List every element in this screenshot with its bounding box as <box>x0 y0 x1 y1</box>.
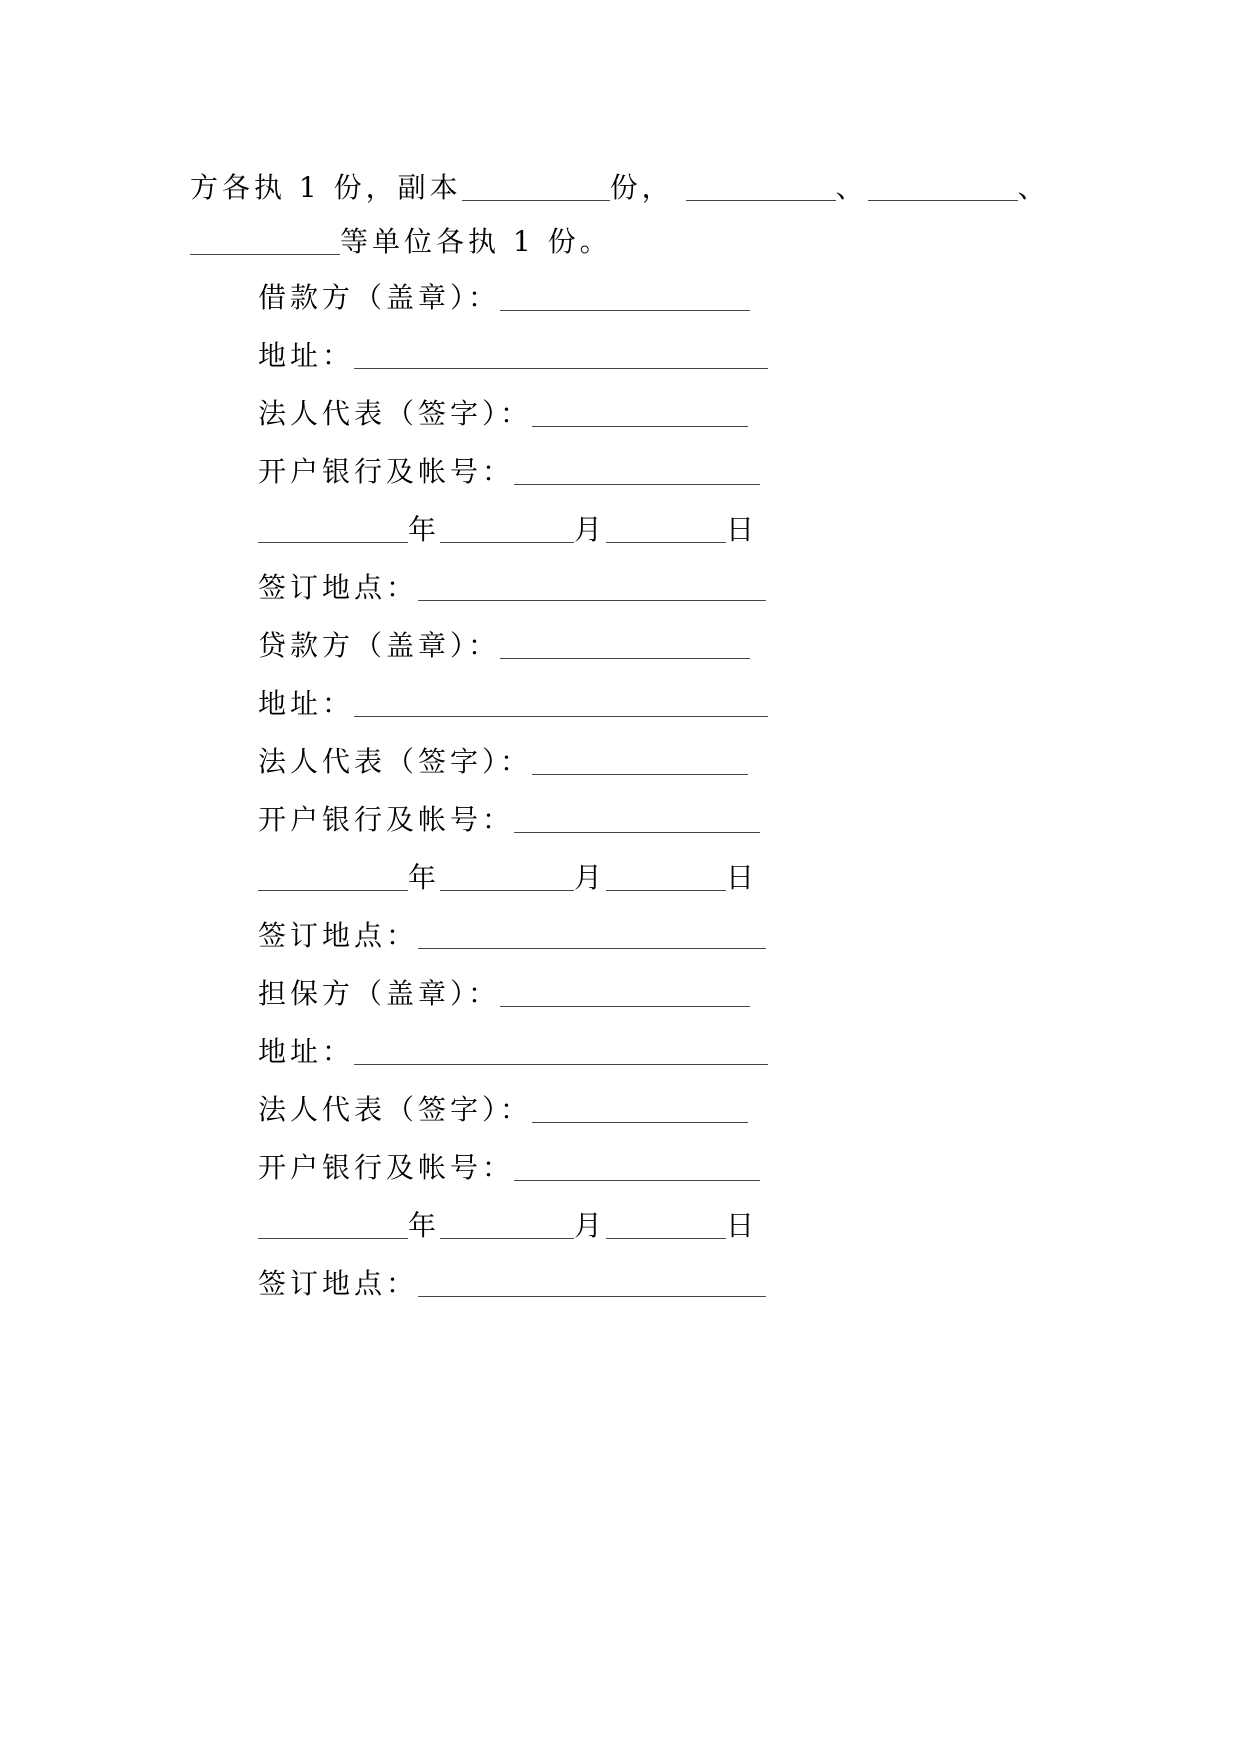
borrower-bank-blank[interactable] <box>514 454 760 485</box>
borrower-place-row <box>258 562 766 614</box>
borrower-place-label: 签订地点： <box>258 571 419 604</box>
lender-address-row <box>258 678 768 730</box>
lender-rep-label: 法人代表（签字）： <box>258 745 533 778</box>
guarantor-day-blank[interactable] <box>606 1208 726 1239</box>
lender-day-label: 日 <box>726 861 759 894</box>
guarantor-rep-blank[interactable] <box>532 1092 748 1123</box>
borrower-seal-row <box>258 272 750 324</box>
borrower-month-blank[interactable] <box>440 512 574 543</box>
guarantor-rep-row <box>258 1084 748 1136</box>
lender-month-blank[interactable] <box>440 860 574 891</box>
guarantor-seal-blank[interactable] <box>500 976 750 1007</box>
lender-rep-blank[interactable] <box>532 744 748 775</box>
borrower-seal-blank[interactable] <box>500 280 750 311</box>
guarantor-date-row <box>258 1200 758 1252</box>
borrower-address-row <box>258 330 768 382</box>
borrower-seal-label: 借款方（盖章）： <box>258 281 501 314</box>
copies-count-blank[interactable] <box>462 170 610 201</box>
lender-seal-label: 贷款方（盖章）： <box>258 629 501 662</box>
lender-seal-row <box>258 620 750 672</box>
borrower-day-label: 日 <box>726 513 759 546</box>
lender-place-label: 签订地点： <box>258 919 419 952</box>
unit-blank-2[interactable] <box>868 170 1018 201</box>
borrower-rep-row <box>258 388 748 440</box>
intro-text-1: 方各执 1 份，副本 <box>190 171 462 204</box>
guarantor-day-label: 日 <box>726 1209 759 1242</box>
lender-rep-row <box>258 736 748 788</box>
borrower-bank-label: 开户银行及帐号： <box>258 455 515 488</box>
guarantor-seal-row <box>258 968 750 1020</box>
lender-date-row <box>258 852 758 904</box>
guarantor-place-blank[interactable] <box>418 1266 766 1297</box>
unit-blank-1[interactable] <box>686 170 836 201</box>
guarantor-year-label: 年 <box>408 1209 441 1242</box>
guarantor-month-blank[interactable] <box>440 1208 574 1239</box>
borrower-rep-blank[interactable] <box>532 396 748 427</box>
intro-line-1 <box>190 162 1050 214</box>
borrower-month-label: 月 <box>574 513 607 546</box>
borrower-rep-label: 法人代表（签字）： <box>258 397 533 430</box>
guarantor-rep-label: 法人代表（签字）： <box>258 1093 533 1126</box>
unit-blank-3[interactable] <box>190 224 340 255</box>
borrower-bank-row <box>258 446 760 498</box>
intro-line-2 <box>190 216 612 268</box>
lender-address-blank[interactable] <box>354 686 768 717</box>
guarantor-bank-blank[interactable] <box>514 1150 760 1181</box>
lender-place-row <box>258 910 766 962</box>
guarantor-year-blank[interactable] <box>258 1208 408 1239</box>
borrower-year-blank[interactable] <box>258 512 408 543</box>
lender-month-label: 月 <box>574 861 607 894</box>
lender-address-label: 地址： <box>258 687 355 720</box>
lender-seal-blank[interactable] <box>500 628 750 659</box>
lender-place-blank[interactable] <box>418 918 766 949</box>
guarantor-bank-row <box>258 1142 760 1194</box>
lender-bank-label: 开户银行及帐号： <box>258 803 515 836</box>
guarantor-place-label: 签订地点： <box>258 1267 419 1300</box>
lender-bank-row <box>258 794 760 846</box>
borrower-address-label: 地址： <box>258 339 355 372</box>
separator-1: 、 <box>835 171 868 204</box>
lender-day-blank[interactable] <box>606 860 726 891</box>
lender-year-blank[interactable] <box>258 860 408 891</box>
lender-year-label: 年 <box>408 861 441 894</box>
guarantor-address-label: 地址： <box>258 1035 355 1068</box>
borrower-day-blank[interactable] <box>606 512 726 543</box>
separator-2: 、 <box>1017 171 1050 204</box>
borrower-address-blank[interactable] <box>354 338 768 369</box>
borrower-place-blank[interactable] <box>418 570 766 601</box>
borrower-date-row <box>258 504 758 556</box>
intro-text-2: 份， <box>609 171 674 204</box>
guarantor-bank-label: 开户银行及帐号： <box>258 1151 515 1184</box>
guarantor-place-row <box>258 1258 766 1310</box>
guarantor-seal-label: 担保方（盖章）： <box>258 977 501 1010</box>
borrower-year-label: 年 <box>408 513 441 546</box>
guarantor-address-row <box>258 1026 768 1078</box>
guarantor-month-label: 月 <box>574 1209 607 1242</box>
intro-text-3: 等单位各执 1 份。 <box>340 225 612 258</box>
lender-bank-blank[interactable] <box>514 802 760 833</box>
guarantor-address-blank[interactable] <box>354 1034 768 1065</box>
